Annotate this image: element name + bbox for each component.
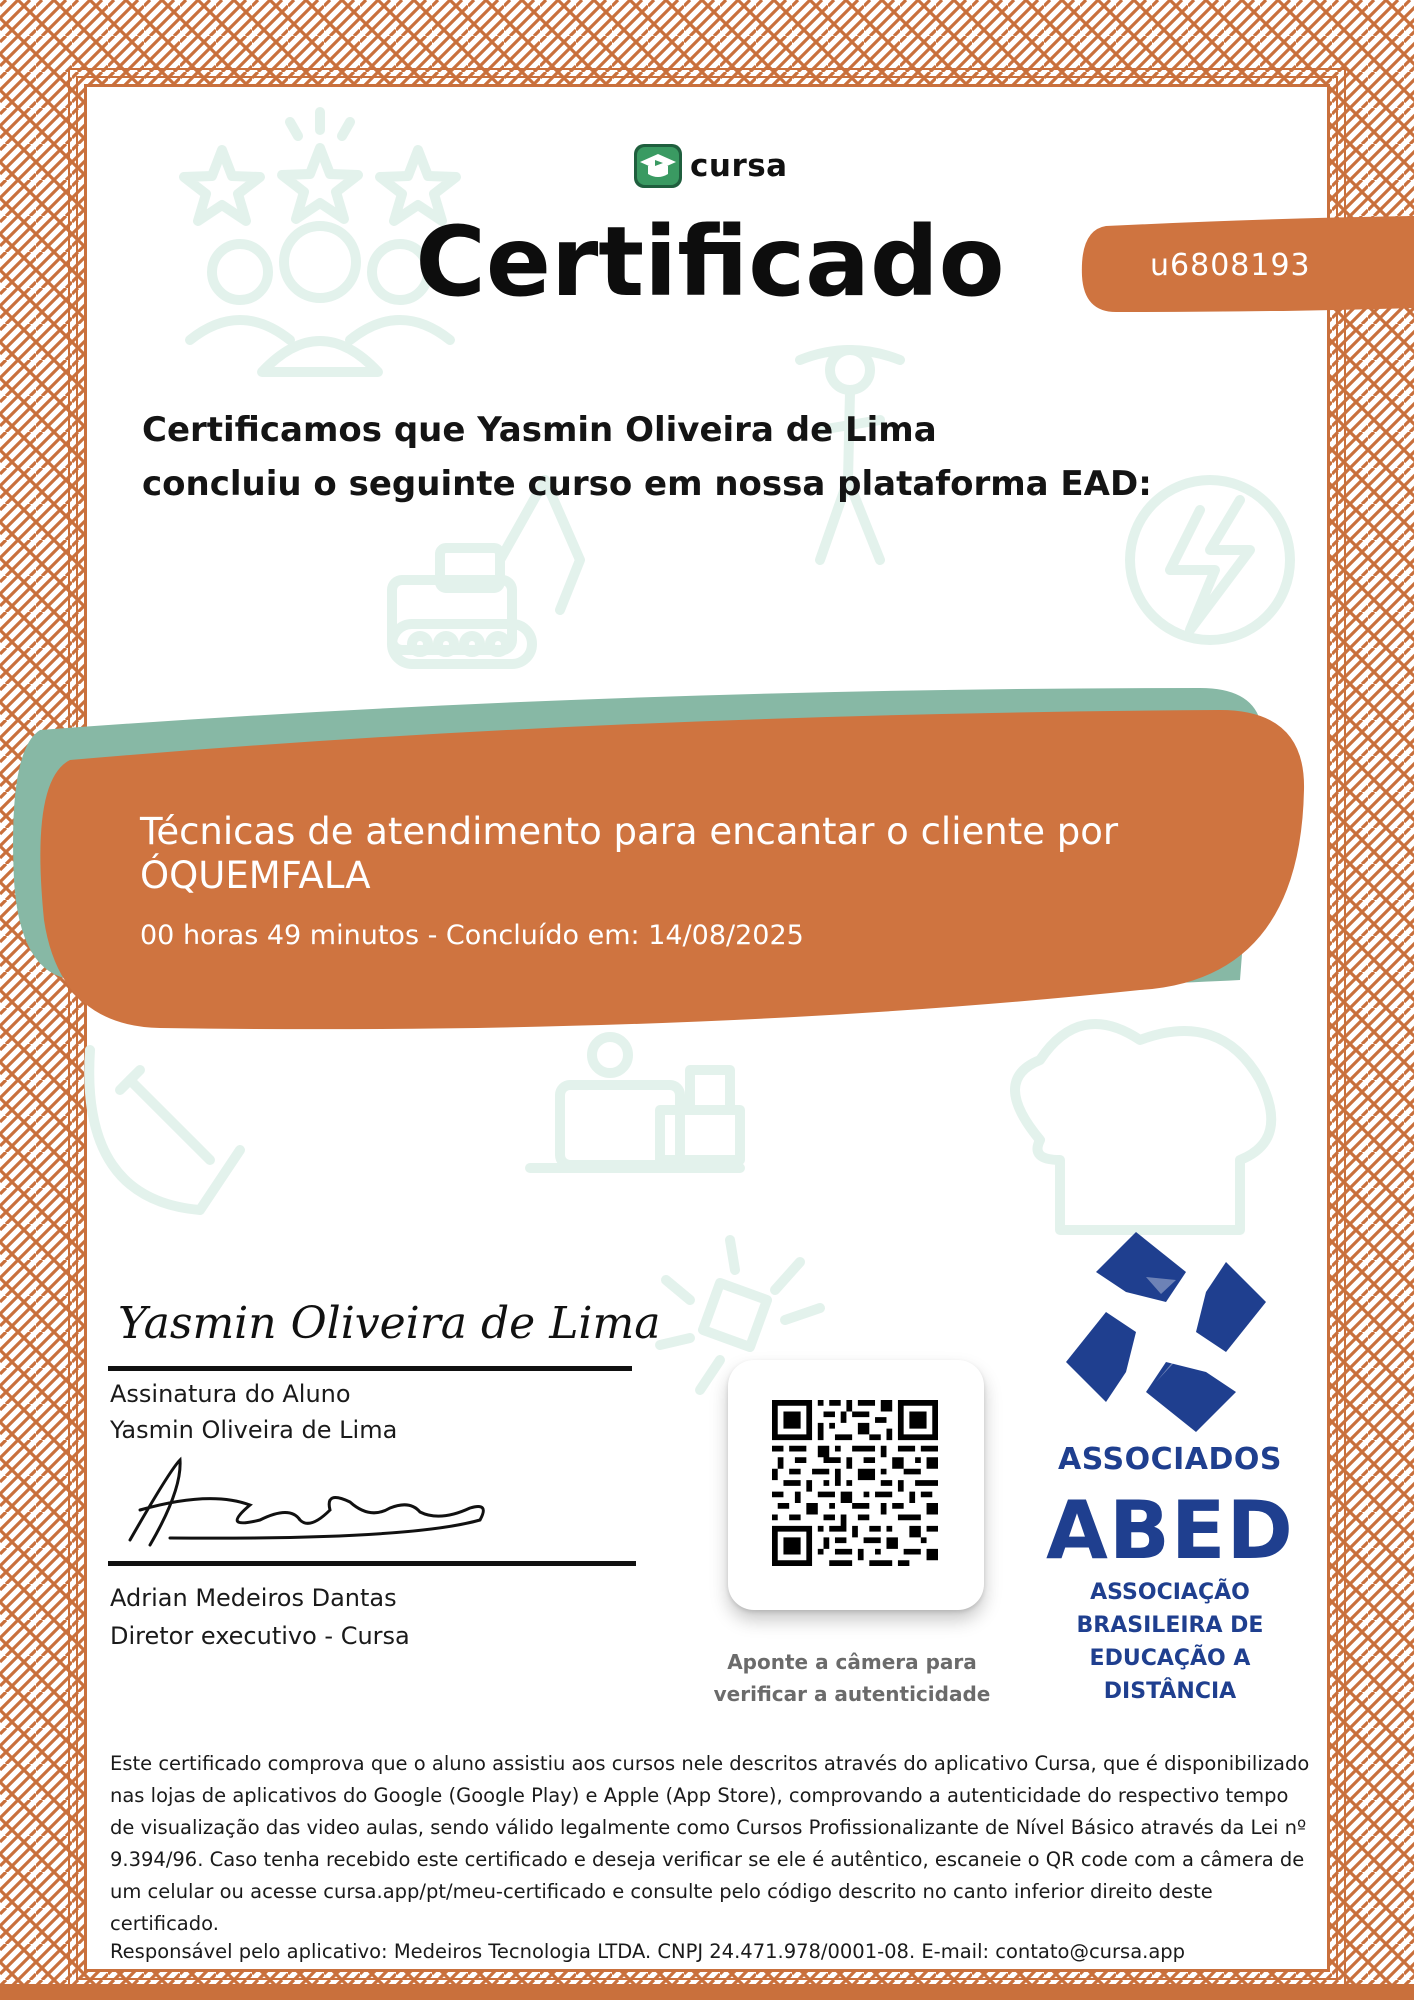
certificate-title: Certificado <box>415 206 1005 318</box>
qr-caption-line-1: Aponte a câmera para <box>727 1650 977 1674</box>
abed-logo-icon <box>1066 1232 1266 1432</box>
course-duration-completion: 00 horas 49 minutos - Concluído em: 14/08/2025 <box>140 920 804 951</box>
director-signature-line <box>108 1561 636 1566</box>
director-name: Adrian Medeiros Dantas <box>110 1584 397 1612</box>
director-signature-image <box>110 1450 510 1560</box>
statement-line-1: Certificamos que Yasmin Oliveira de Lima <box>142 410 937 450</box>
qr-code[interactable] <box>772 1400 938 1566</box>
director-role: Diretor executivo - Cursa <box>110 1622 410 1650</box>
cursa-brand <box>632 140 788 192</box>
certificate-code: u6808193 <box>1150 248 1311 283</box>
abed-associados-label: ASSOCIADOS <box>1058 1442 1282 1477</box>
student-name: Yasmin Oliveira de Lima <box>110 1416 398 1444</box>
qr-code-card[interactable] <box>728 1360 984 1610</box>
student-signature-line <box>108 1366 632 1371</box>
student-signature-label: Assinatura do Aluno <box>110 1380 351 1408</box>
course-title: Técnicas de atendimento para encantar o cliente por ÓQUEMFALA <box>140 810 1119 897</box>
footer-legal-text: Este certificado comprova que o aluno assistiu aos cursos nele descritos através do aplicativo Cursa, que é disponibilizado nas lojas de aplicativos do Google (Google Play) e Apple (App Store), comprovando a autenticidade do respectivo tempo de visualização das video aulas, sendo válido legalmente como Cursos Profissionalizante de Nível Básico através da Lei nº 9.394/96. Caso tenha recebido este certificado e deseja verificar se ele é autêntico, escaneie o QR code com a câmera de um celular ou acesse cursa.app/pt/meu-certificado e consulte pelo código descrito no canto inferior direito deste certificado. <box>110 1752 1310 1935</box>
qr-caption <box>700 1646 1004 1710</box>
statement-line-2: concluiu o seguinte curso em nossa plataforma EAD: <box>142 464 1152 504</box>
abed-desc-line-1: ASSOCIAÇÃO <box>1090 1580 1250 1605</box>
qr-caption-line-2: verificar a autenticidade <box>713 1682 991 1706</box>
graduation-cap-play-icon <box>632 140 684 192</box>
abed-desc-line-2: BRASILEIRA DE <box>1076 1613 1264 1638</box>
abed-desc-line-4: DISTÂNCIA <box>1103 1679 1237 1704</box>
footer-responsible: Responsável pelo aplicativo: Medeiros Tecnologia LTDA. CNPJ 24.471.978/0001-08. E-mail: contato@cursa.app <box>110 1940 1186 1963</box>
abed-desc-line-3: EDUCAÇÃO A <box>1089 1646 1251 1671</box>
abed-full-name <box>1034 1576 1306 1708</box>
student-signature-script: Yasmin Oliveira de Lima <box>118 1298 661 1349</box>
brand-name: cursa <box>690 148 788 184</box>
abed-acronym: ABED <box>1046 1484 1294 1577</box>
